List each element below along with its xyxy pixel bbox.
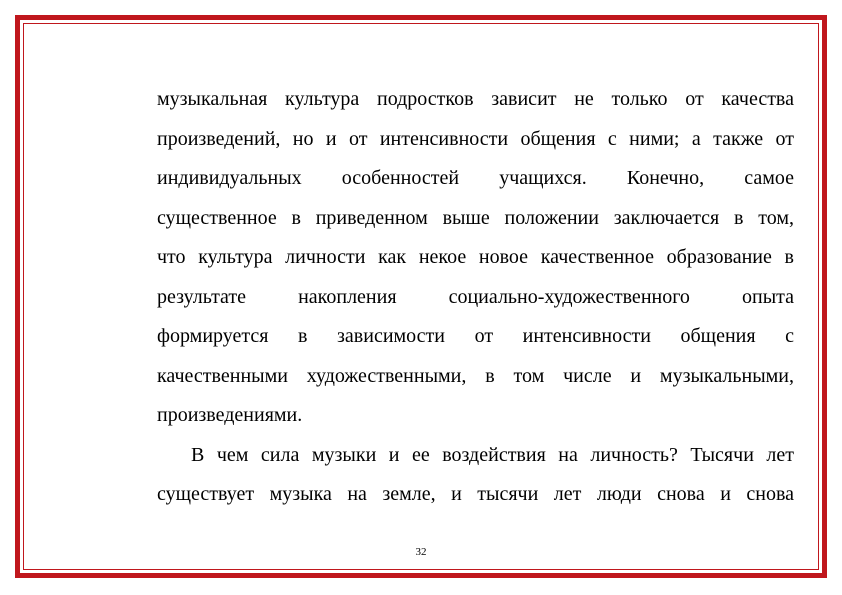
text-line: качественными художественными, в том числе и музыкальными, [157, 364, 794, 387]
paragraph-end-line: произведениями. [157, 404, 303, 426]
text-line: музыкальная культура подростков зависит не только от качества [157, 88, 794, 110]
text-line: индивидуальных особенностей учащихся. Конечно, самое [157, 167, 794, 189]
text-line: что культура личности как некое новое качественное образование в [157, 246, 794, 268]
text-line: существует музыка на земле, и тысячи лет люди снова и снова [157, 483, 794, 505]
text-line: результате накопления социально-художественного опыта [157, 285, 794, 308]
body-text [157, 80, 794, 515]
text-line: существенное в приведенном выше положении заключается в том, [157, 206, 794, 229]
text-line: формируется в зависимости от интенсивности общения с [157, 325, 794, 347]
text-line: произведений, но и от интенсивности общения с ними; а также от [157, 127, 794, 150]
page-number: 32 [415, 546, 427, 558]
paragraph-start-line: В чем сила музыки и ее воздействия на личность? Тысячи лет [191, 443, 794, 466]
